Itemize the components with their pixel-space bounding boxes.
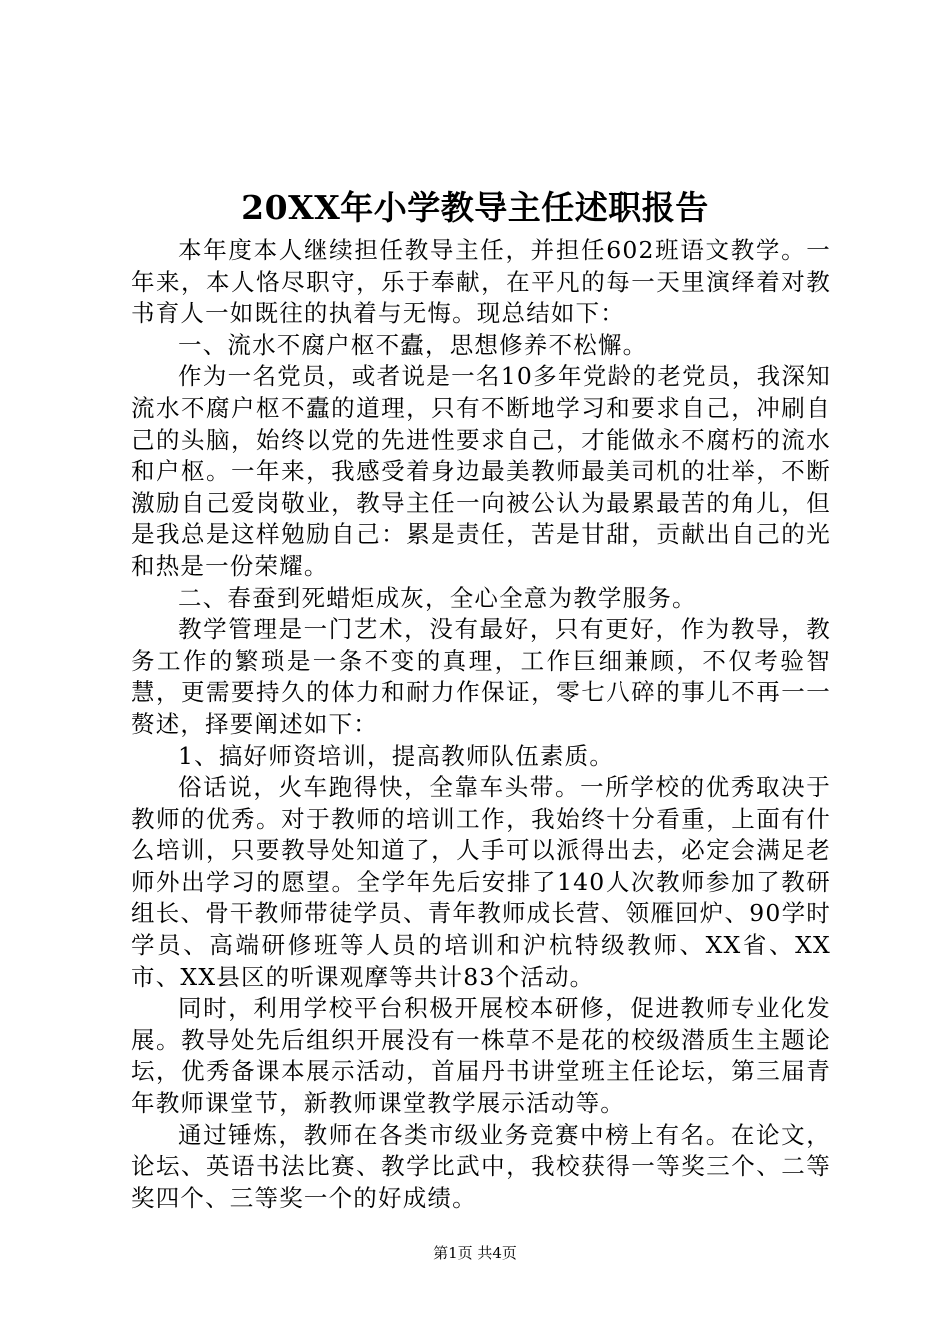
subsection-heading-1: 1、搞好师资培训，提高教师队伍素质。 bbox=[178, 741, 615, 770]
document-title: 20XX年小学教导主任述职报告 bbox=[241, 188, 709, 227]
paragraph-intro: 本年度本人继续担任教导主任，并担任602班语文教学。一年来，本人恪尽职守，乐于奉献，在平凡的每一天里演绎着对教书育人一如既往的执着与无悔。现总结如下： bbox=[131, 236, 831, 328]
section-heading-1: 一、流水不腐户枢不蠹，思想修养不松懈。 bbox=[178, 330, 648, 359]
paragraph-party-member: 作为一名党员，或者说是一名10多年党龄的老党员，我深知流水不腐户枢不蠹的道理，只有不断地学习和要求自己，冲刷自己的头脑，始终以党的先进性要求自己，才能做永不腐朽的流水和户枢。一年来，我感受着身边最美教师最美司机的壮举，不断激励自己爱岗敬业，教导主任一向被公认为最累最苦的角儿，但是我总是这样勉励自己：累是责任，苦是甘甜，贡献出自己的光和热是一份荣耀。 bbox=[131, 362, 831, 580]
paragraph-teaching-management: 教学管理是一门艺术，没有最好，只有更好，作为教导，教务工作的繁琐是一条不变的真理，工作巨细兼顾，不仅考验智慧，更需要持久的体力和耐力作保证，零七八碎的事儿不再一一赘述，择要阐述如下： bbox=[131, 615, 831, 738]
paragraph-school-research: 同时，利用学校平台积极开展校本研修，促进教师专业化发展。教导处先后组织开展没有一株草不是花的校级潜质生主题论坛，优秀备课本展示活动，首届丹书讲堂班主任论坛，第三届青年教师课堂节，新教师课堂教学展示活动等。 bbox=[131, 994, 831, 1118]
section-heading-2: 二、春蚕到死蜡炬成灰，全心全意为教学服务。 bbox=[178, 583, 697, 612]
paragraph-achievements: 通过锤炼，教师在各类市级业务竞赛中榜上有名。在论文，论坛、英语书法比赛、教学比武中，我校获得一等奖三个、二等奖四个、三等奖一个的好成绩。 bbox=[131, 1120, 831, 1212]
page-number: 第1页 共4页 bbox=[433, 1244, 517, 1262]
paragraph-teacher-training: 俗话说，火车跑得快，全靠车头带。一所学校的优秀取决于教师的优秀。对于教师的培训工作，我始终十分看重，上面有什么培训，只要教导处知道了，人手可以派得出去，必定会满足老师外出学习的愿望。全学年先后安排了140人次教师参加了教研组长、骨干教师带徒学员、青年教师成长营、领雁回炉、90学时学员、高端研修班等人员的培训和沪杭特级教师、XX省、XX市、XX县区的听课观摩等共计83个活动。 bbox=[131, 773, 831, 991]
document-body bbox=[131, 235, 831, 1214]
